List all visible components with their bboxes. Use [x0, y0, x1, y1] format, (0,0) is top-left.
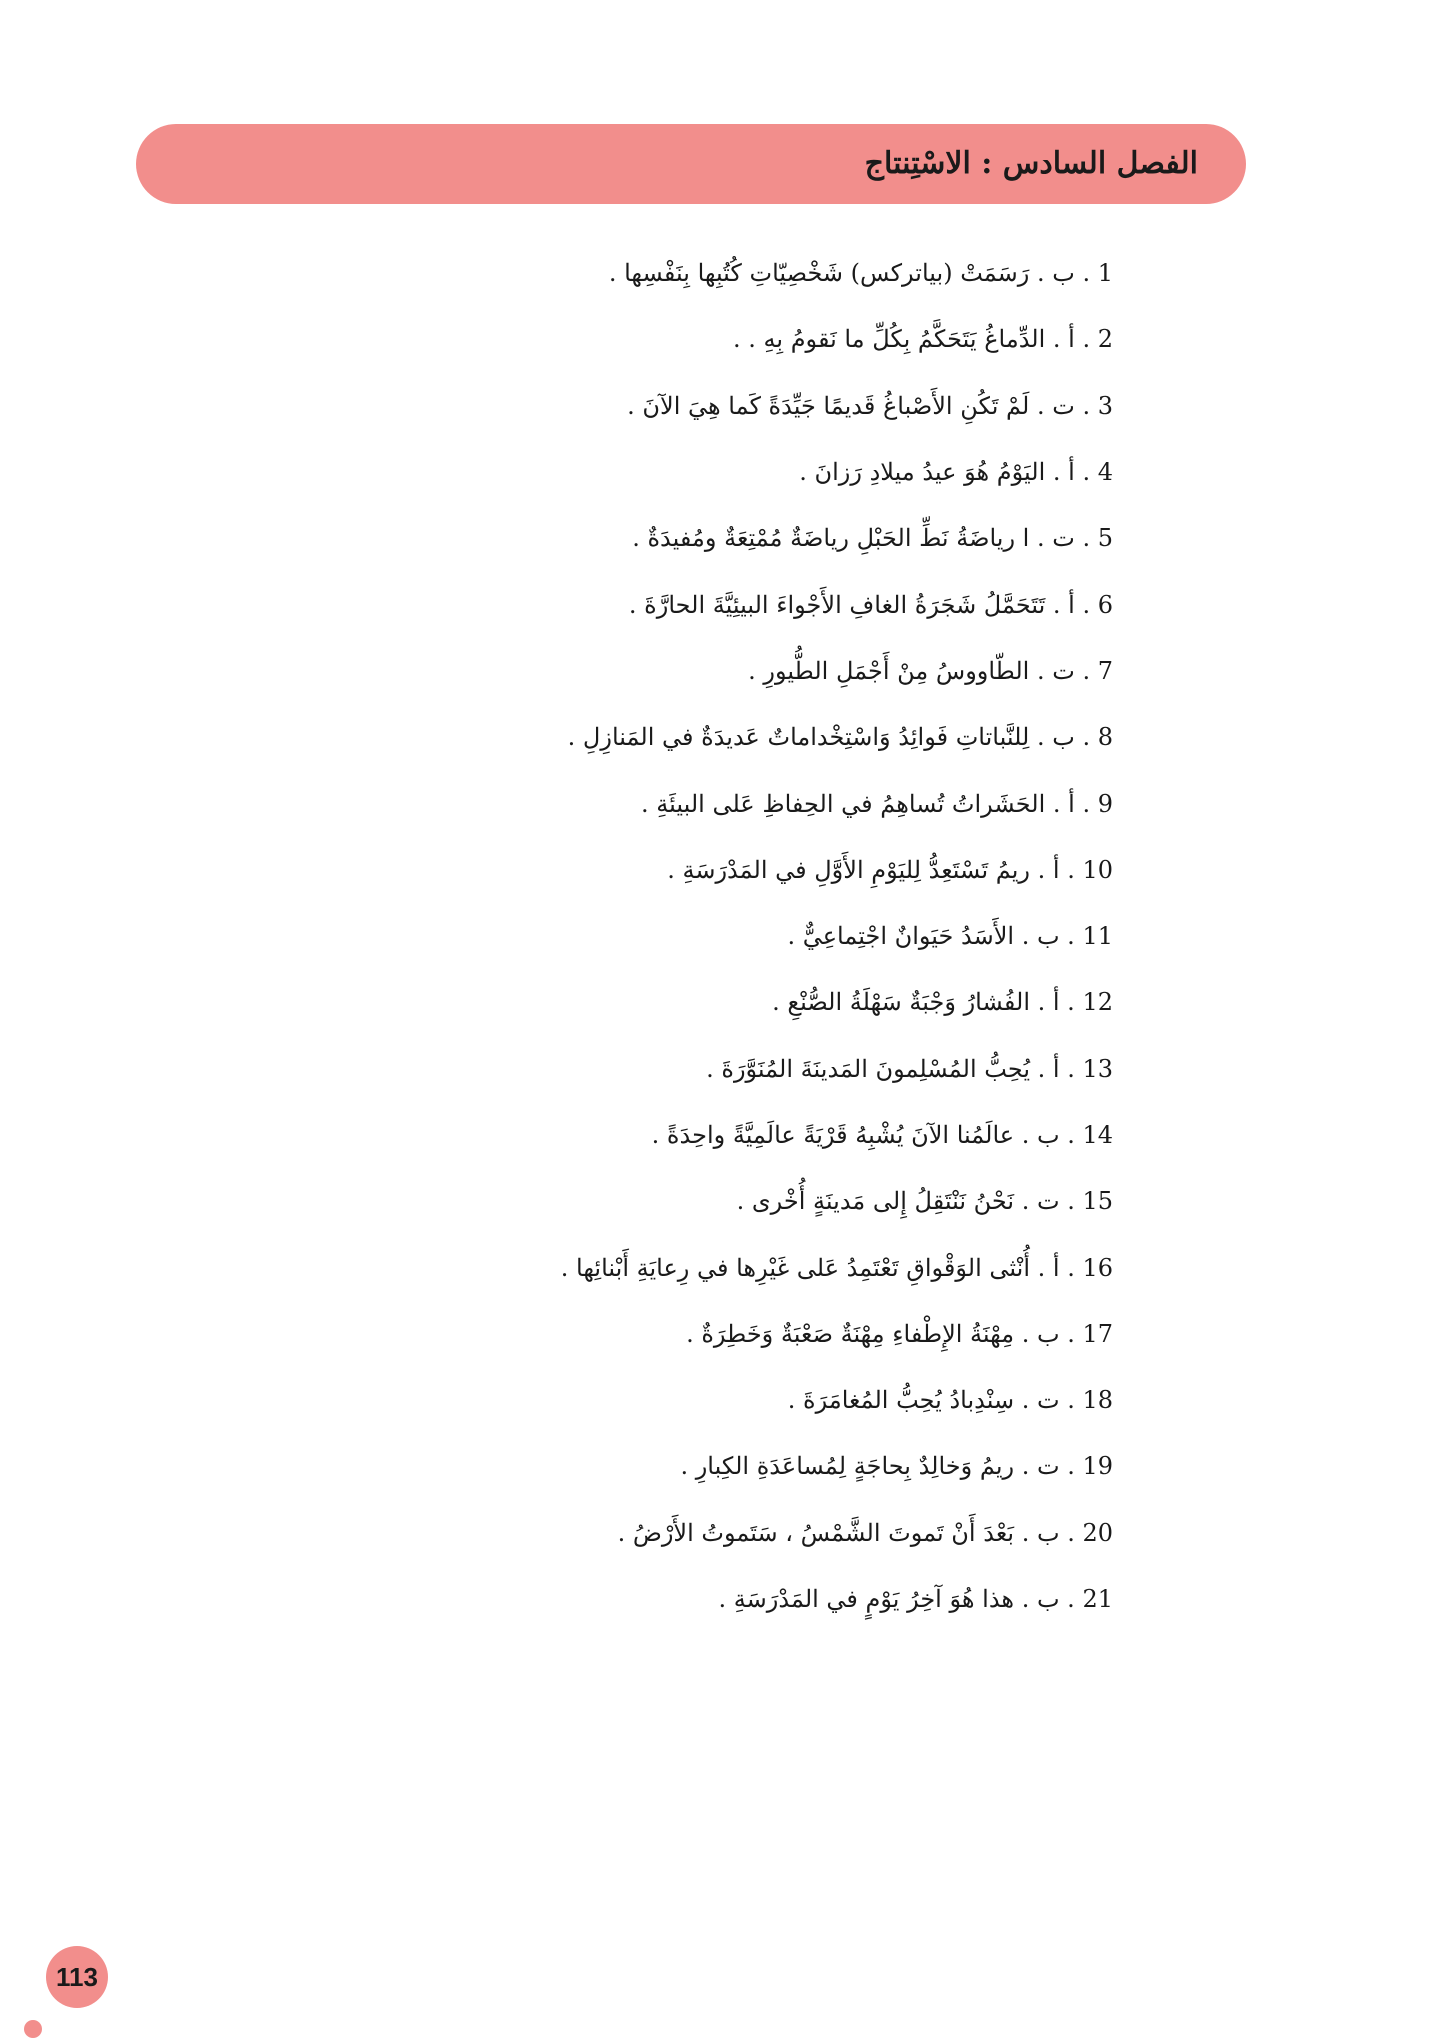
answer-item-20 — [553, 1500, 1113, 1566]
answer-item-9 — [553, 770, 1113, 836]
answer-item-14 — [553, 1102, 1113, 1168]
answer-text: 13 . أ . يُحِبُّ المُسْلِمونَ المَدينَةَ المُنَوَّرَةَ . — [706, 1054, 1113, 1083]
answer-item-1 — [553, 240, 1113, 306]
answer-item-17 — [553, 1301, 1113, 1367]
answer-item-16 — [553, 1234, 1113, 1300]
answer-item-5 — [553, 505, 1113, 571]
answer-text: 17 . ب . مِهْنَةُ الإِطْفاءِ مِهْنَةٌ صَعْبَةٌ وَخَطِرَةٌ . — [686, 1319, 1113, 1348]
answer-text: 9 . أ . الحَشَراتُ تُساهِمُ في الحِفاظِ عَلى البيئَةِ . — [641, 789, 1113, 818]
answer-item-10 — [553, 837, 1113, 903]
answer-text: 20 . ب . بَعْدَ أَنْ تَموتَ الشَّمْسُ ، سَتَموتُ الأَرْضُ . — [617, 1518, 1113, 1547]
answer-item-13 — [553, 1036, 1113, 1102]
answer-text: 19 . ت . ريمُ وَخالِدٌ بِحاجَةٍ لِمُساعَدَةِ الكِبارِ . — [680, 1452, 1113, 1481]
answer-text: 21 . ب . هذا هُوَ آخِرُ يَوْمٍ في المَدْرَسَةِ . — [718, 1585, 1113, 1614]
answer-text: 7 . ت . الطّاووسُ مِنْ أَجْمَلِ الطُّيورِ . — [748, 656, 1113, 685]
answer-text: 12 . أ . الفُشارُ وَجْبَةٌ سَهْلَةُ الصُّنْعِ . — [772, 988, 1113, 1017]
page-number-badge: 113 — [46, 1946, 108, 2008]
answer-item-18 — [553, 1367, 1113, 1433]
answer-text: 10 . أ . ريمُ تَسْتَعِدُّ لِليَوْمِ الأَوَّلِ في المَدْرَسَةِ . — [667, 855, 1113, 884]
answer-text: 11 . ب . الأَسَدُ حَيَوانٌ اجْتِماعِيٌّ . — [787, 922, 1113, 951]
answer-text: 4 . أ . اليَوْمُ هُوَ عيدُ ميلادِ رَزانَ . — [799, 458, 1113, 487]
answer-text: 15 . ت . نَحْنُ نَنْتَقِلُ إِلى مَدينَةٍ أُخْرى . — [736, 1187, 1113, 1216]
answer-item-11 — [553, 903, 1113, 969]
answer-text: 3 . ت . لَمْ تَكُنِ الأَصْباغُ قَديمًا جَيِّدَةً كَما هِيَ الآنَ . — [627, 391, 1113, 420]
answer-text: 6 . أ . تَتَحَمَّلُ شَجَرَةُ الغافِ الأَجْواءَ البيئِيَّةَ الحارَّةَ . — [628, 590, 1113, 619]
answer-item-8 — [553, 704, 1113, 770]
answer-item-3 — [553, 373, 1113, 439]
answer-text: 2 . أ . الدِّماغُ يَتَحَكَّمُ بِكُلِّ ما نَقومُ بِهِ . . — [733, 325, 1113, 354]
answer-item-7 — [553, 638, 1113, 704]
answer-item-6 — [553, 571, 1113, 637]
answer-item-19 — [553, 1433, 1113, 1499]
answer-item-21 — [553, 1566, 1113, 1632]
answer-text: 8 . ب . لِلنَّباتاتِ فَوائِدُ وَاسْتِخْداماتٌ عَديدَةٌ في المَنازِلِ . — [567, 723, 1113, 752]
answer-item-15 — [553, 1168, 1113, 1234]
decorative-dot — [24, 2020, 42, 2038]
answer-list — [553, 240, 1113, 1632]
answer-item-4 — [553, 439, 1113, 505]
answer-item-2 — [553, 306, 1113, 372]
answer-text: 14 . ب . عالَمُنا الآنَ يُشْبِهُ قَرْيَةً عالَمِيَّةً واحِدَةً . — [651, 1121, 1113, 1149]
answer-text: 1 . ب . رَسَمَتْ (بياتركس) شَخْصِيّاتِ كُتُبِها بِنَفْسِها . — [608, 259, 1113, 288]
answer-text: 5 . ت . ا رياضَةُ نَطِّ الحَبْلِ رياضَةٌ مُمْتِعَةٌ ومُفيدَةٌ . — [632, 524, 1113, 553]
answer-text: 16 . أ . أُنْثى الوَقْواقِ تَعْتَمِدُ عَلى غَيْرِها في رِعايَةِ أَبْنائِها . — [560, 1253, 1113, 1282]
chapter-title: الفصل السادس : الاسْتِنتاج — [864, 146, 1198, 181]
answer-item-12 — [553, 969, 1113, 1035]
chapter-header-bar — [136, 124, 1246, 204]
answer-text: 18 . ت . سِنْدِبادُ يُحِبُّ المُغامَرَةَ . — [787, 1386, 1113, 1415]
